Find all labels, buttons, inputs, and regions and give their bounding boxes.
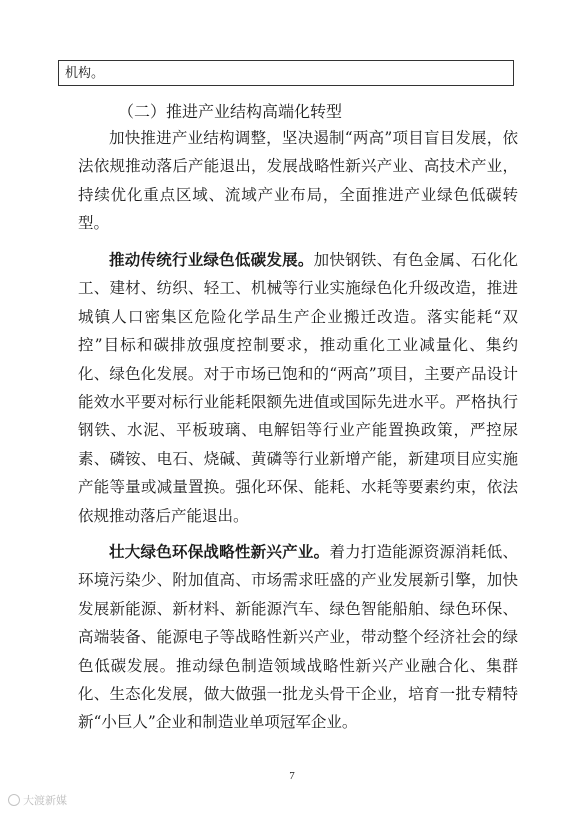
paragraph-body: 加快钢铁、有色金属、石化化工、建材、纺织、轻工、机械等行业实施绿色化升级改造，推进城镇人口密集区危险化学品生产企业搬迁改造。落实能耗“双控”目标和碳排放强度控制要求，推动重化工业减量化、集约化、绿色化发展。对于市场已饱和的“两高”项目，主要产品设计能效水平要对标行业能耗限额先进值或国际先进水平。严格执行钢铁、水泥、平板玻璃、电解铝等行业产能置换政策，严控尿素、磷铵、电石、烧碱、黄磷等行业新增产能，新建项目应实施产能等量或减量置换。强化环保、能耗、水耗等要素约束，依法依规推动落后产能退出。 [78,251,518,525]
paragraph-body: 着力打造能源资源消耗低、环境污染少、附加值高、市场需求旺盛的产业发展新引擎，加快发展新能源、新材料、新能源汽车、绿色智能船舶、绿色环保、高端装备、能源电子等战略性新兴产业，带动整个经济社会的绿色低碳发展。推动绿色制造领域战略性新兴产业融合化、集群化、生态化发展，做大做强一批龙头骨干企业，培育一批专精特新“小巨人”企业和制造业单项冠军企业。 [78,543,518,732]
watermark [8,792,67,808]
continuation-box [58,60,514,86]
paragraph-lead: 推动传统行业绿色低碳发展。 [109,251,314,269]
watermark-text: 大渡新媒 [23,794,67,807]
page-number: 7 [289,770,295,782]
section-heading: （二）推进产业结构高端化转型 [118,102,343,121]
paragraph-traditional-industries [78,246,518,530]
watermark-logo-icon [8,794,20,806]
paragraph-lead: 壮大绿色环保战略性新兴产业。 [109,543,330,561]
box-text: 机构。 [65,66,105,81]
paragraph-emerging-industries [78,538,518,737]
paragraph-industrial-structure: 加快推进产业结构调整，坚决遏制“两高”项目盲目发展，依法依规推动落后产能退出，发展战略性新兴产业、高技术产业，持续优化重点区域、流域产业布局，全面推进产业绿色低碳转型。 [78,129,518,233]
